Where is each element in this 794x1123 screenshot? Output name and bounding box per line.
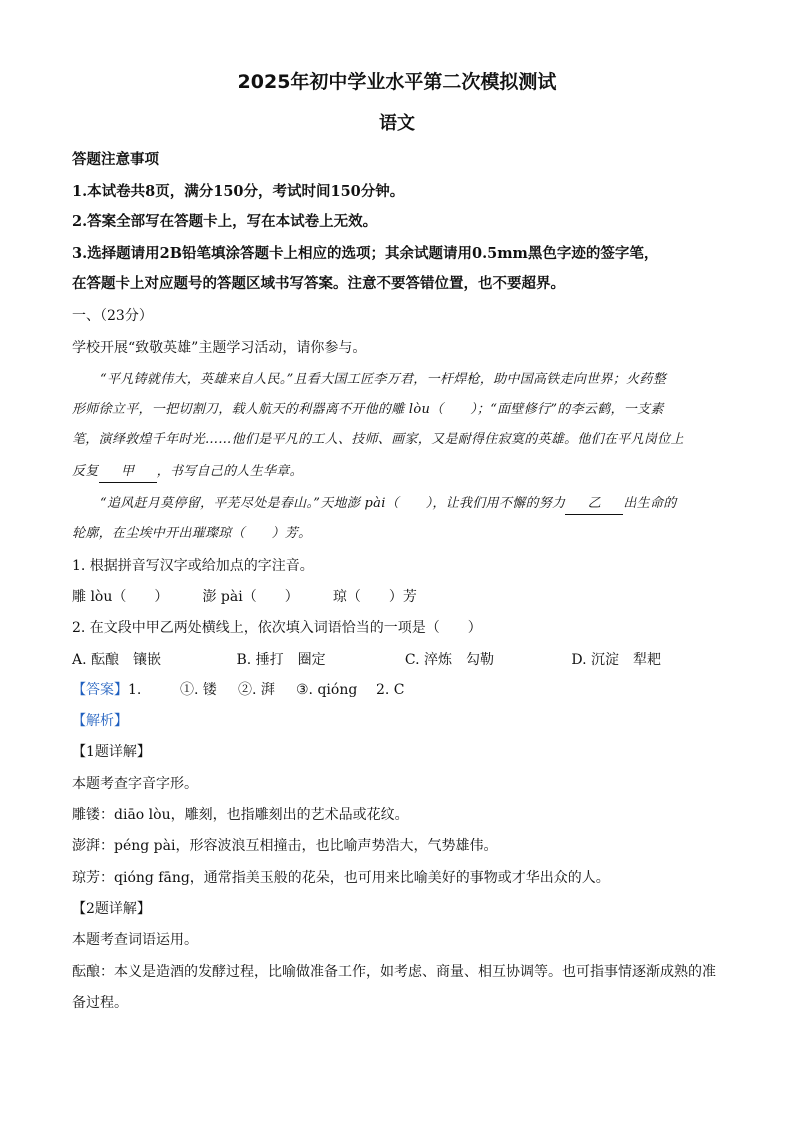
analysis-tag: 【解析】: [72, 713, 128, 729]
answer-q1-a2: ②. 湃: [238, 682, 275, 698]
answer-q2: 2. C: [376, 682, 405, 698]
detail-1-line-1: 雕镂：diāo lòu，雕刻，也指雕刻出的艺术品或花纹。: [72, 807, 409, 823]
answer-q1-a1: ①. 镂: [180, 682, 217, 698]
q1-item-2: 澎 pài（ ）: [202, 589, 299, 605]
detail-1-heading: 【1题详解】: [72, 744, 151, 760]
passage-line-3: 笔，演绎敦煌千年时光……他们是平凡的工人、技师、画家，又是耐得住寂寞的英雄。他们在平凡岗位上: [72, 432, 684, 447]
passage-line-2: 形师徐立平，一把切割刀，载人航天的利器离不开他的雕 lòu（ ）；“面壁修行”的李云鹤，一支素: [72, 402, 664, 417]
q2-option-c: C. 淬炼 勾勒: [404, 652, 495, 668]
notice-heading: 答题注意事项: [72, 151, 159, 168]
passage-line-5-end: 出生命的: [623, 496, 677, 511]
blank-yi: 乙: [565, 494, 623, 515]
notice-item-1: 1.本试卷共8页，满分150分，考试时间150分钟。: [72, 183, 405, 200]
q1-prompt: 1. 根据拼音写汉字或给加点的字注音。: [72, 558, 314, 574]
answer-tag: 【答案】: [72, 682, 128, 698]
detail-1-intro: 本题考查字音字形。: [72, 776, 198, 792]
passage-line-4: [72, 462, 303, 483]
detail-2-line-2: 备过程。: [72, 995, 128, 1011]
answer-q1-num: 1.: [128, 682, 142, 698]
detail-1-line-2: 澎湃：péng pài，形容波浪互相撞击，也比喻声势浩大，气势雄伟。: [72, 838, 498, 854]
q1-item-3: 琼（ ）芳: [332, 589, 417, 605]
section-heading: 一、（23分）: [72, 308, 153, 324]
notice-item-3-cont: 在答题卡上对应题号的答题区域书写答案。注意不要答错位置，也不要超界。: [72, 275, 565, 292]
q1-item-1: 雕 lòu（ ）: [72, 589, 169, 605]
q1-items: [72, 587, 417, 607]
answer-line: [72, 680, 405, 700]
subject-title: 语文: [379, 113, 415, 134]
exam-title: 2025年初中学业水平第二次模拟测试: [237, 71, 557, 93]
passage-line-4-start: 反复: [72, 464, 99, 479]
passage-line-5: [100, 494, 677, 515]
q2-option-a: A. 酝酿 镶嵌: [72, 652, 162, 668]
passage-line-6: 轮廓，在尘埃中开出璀璨琼（ ）芳。: [72, 526, 312, 541]
passage-line-5-start: “追风赶月莫停留，平芜尽处是春山。”天地澎 pài（ ），让我们用不懈的努力: [100, 496, 566, 511]
q2-option-b: B. 捶打 圈定: [236, 652, 326, 668]
passage-line-4-end: ，书写自己的人生华章。: [156, 464, 303, 479]
notice-item-2: 2.答案全部写在答题卡上，写在本试卷上无效。: [72, 213, 378, 230]
q2-options: [72, 650, 661, 670]
detail-1-line-3: 琼芳：qióng fāng，通常指美玉般的花朵，也可用来比喻美好的事物或才华出众的人。: [72, 870, 610, 886]
detail-2-heading: 【2题详解】: [72, 901, 151, 917]
q2-prompt: 2. 在文段中甲乙两处横线上，依次填入词语恰当的一项是（ ）: [72, 620, 482, 636]
blank-jia: 甲: [99, 462, 157, 483]
answer-q1-a3: ③. qióng: [296, 682, 358, 698]
notice-item-3: 3.选择题请用2B铅笔填涂答题卡上相应的选项；其余试题请用0.5mm黑色字迹的签字笔，: [72, 245, 659, 262]
section-intro: 学校开展“致敬英雄”主题学习活动，请你参与。: [72, 340, 367, 356]
detail-2-line-1: 酝酿：本义是造酒的发酵过程，比喻做准备工作，如考虑、商量、相互协调等。也可指事情逐渐成熟的准: [72, 964, 716, 980]
passage-line-1: “平凡铸就伟大，英雄来自人民。”且看大国工匠李万君，一杆焊枪，助中国高铁走向世界；火药整: [100, 372, 666, 387]
detail-2-intro: 本题考查词语运用。: [72, 932, 198, 948]
q2-option-d: D. 沉淀 犁耙: [571, 652, 661, 668]
